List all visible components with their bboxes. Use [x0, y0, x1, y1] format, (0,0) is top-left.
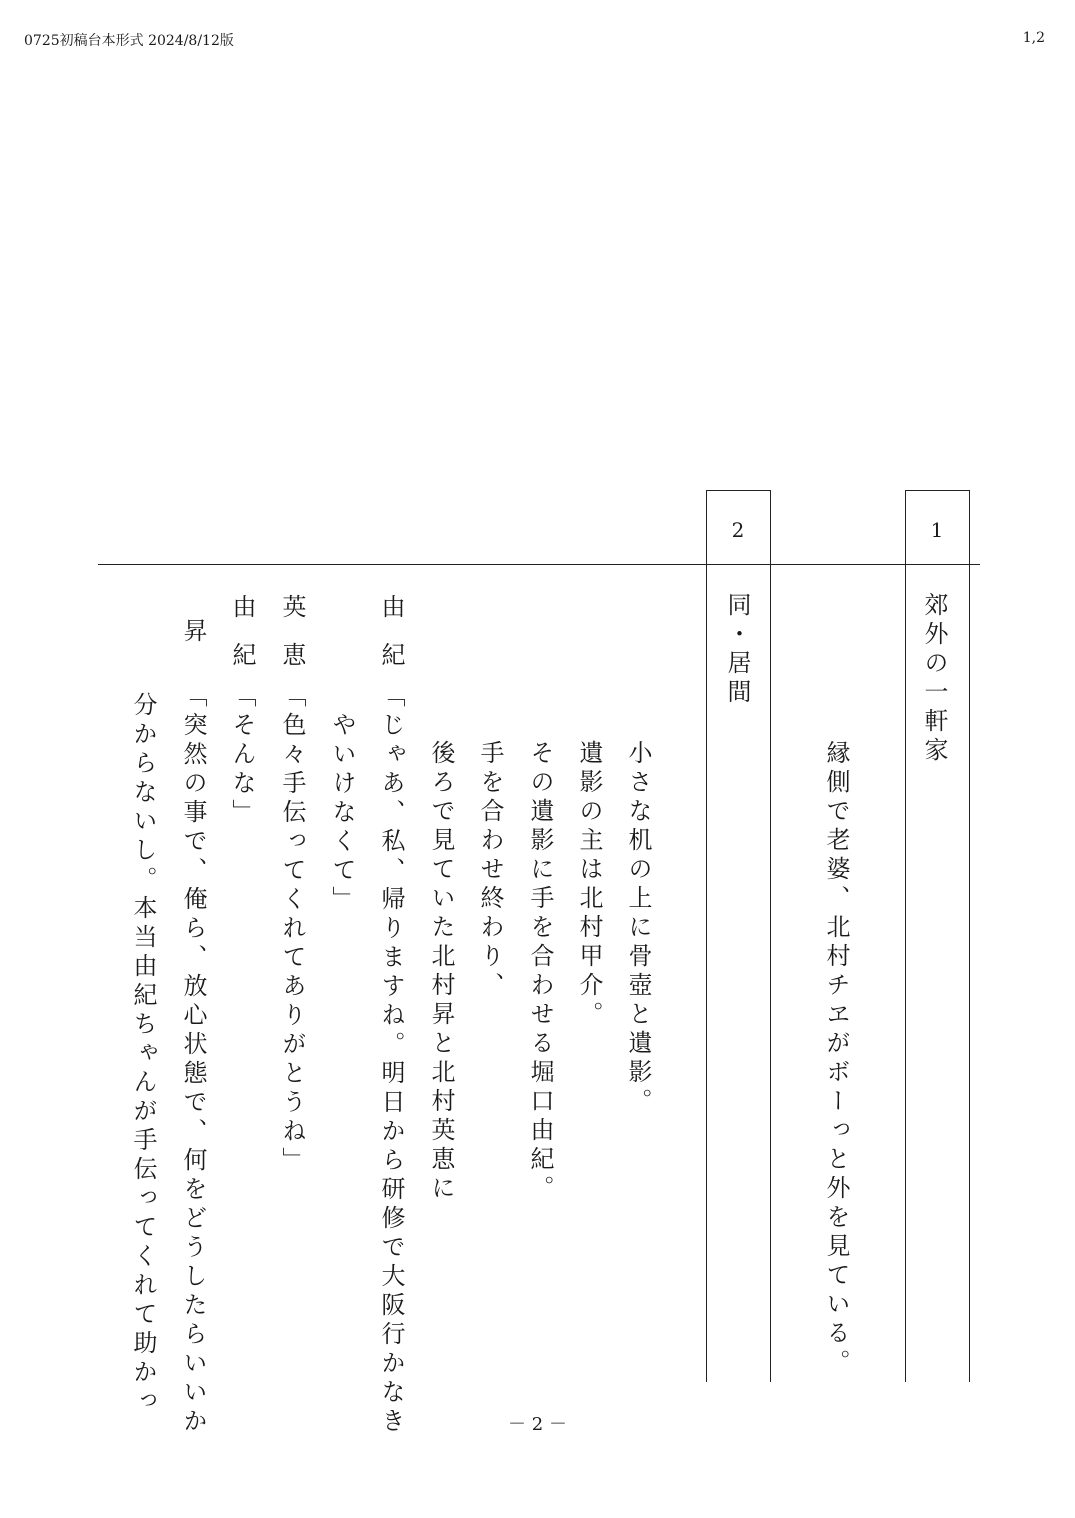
document-title: 0725初稿台本形式 2024/8/12版: [24, 33, 234, 49]
scene-2-direction: 後ろで見ていた北村昇と北村英恵に: [427, 740, 455, 1204]
scene-2-direction: 小さな机の上に骨壺と遺影。: [624, 740, 652, 1117]
dialogue-line: 「色々手伝ってくれてありがとうね」: [278, 683, 306, 1176]
scene-header-rule: [98, 564, 980, 565]
scene-2-direction: 遺影の主は北村甲介。: [575, 740, 603, 1030]
scene-1-direction: 縁側で老婆、北村チヱがボーっと外を見ている。: [822, 740, 850, 1378]
scene-2-direction: その遺影に手を合わせる堀口由紀。: [526, 740, 554, 1204]
dialogue-line: 「そんな」: [228, 683, 256, 828]
scene-1-location: 郊外の一軒家: [920, 592, 948, 766]
dialogue-line: 分からないし。本当由紀ちゃんが手伝ってくれて助かっ: [129, 692, 157, 1417]
speaker-name: 英 恵: [278, 594, 306, 666]
page-number: － 2 －: [508, 1414, 567, 1435]
scene-2-number: 2: [731, 518, 745, 542]
speaker-name: 由 紀: [377, 594, 405, 666]
speaker-name: 昇: [179, 618, 207, 642]
scene-2-direction: 手を合わせ終わり、: [476, 740, 504, 1001]
dialogue-line: やいけなくて」: [328, 712, 356, 915]
page-indicator: 1,2: [1022, 30, 1045, 46]
dialogue-line: 「突然の事で、俺ら、放心状態で、何をどうしたらいいか: [179, 683, 207, 1437]
scene-1-number: 1: [930, 518, 944, 542]
speaker-name: 由 紀: [228, 594, 256, 666]
dialogue-line: 「じゃあ、私、帰りますね。明日から研修で大阪行かなき: [377, 683, 405, 1437]
scene-2-location: 同・居間: [723, 592, 751, 708]
